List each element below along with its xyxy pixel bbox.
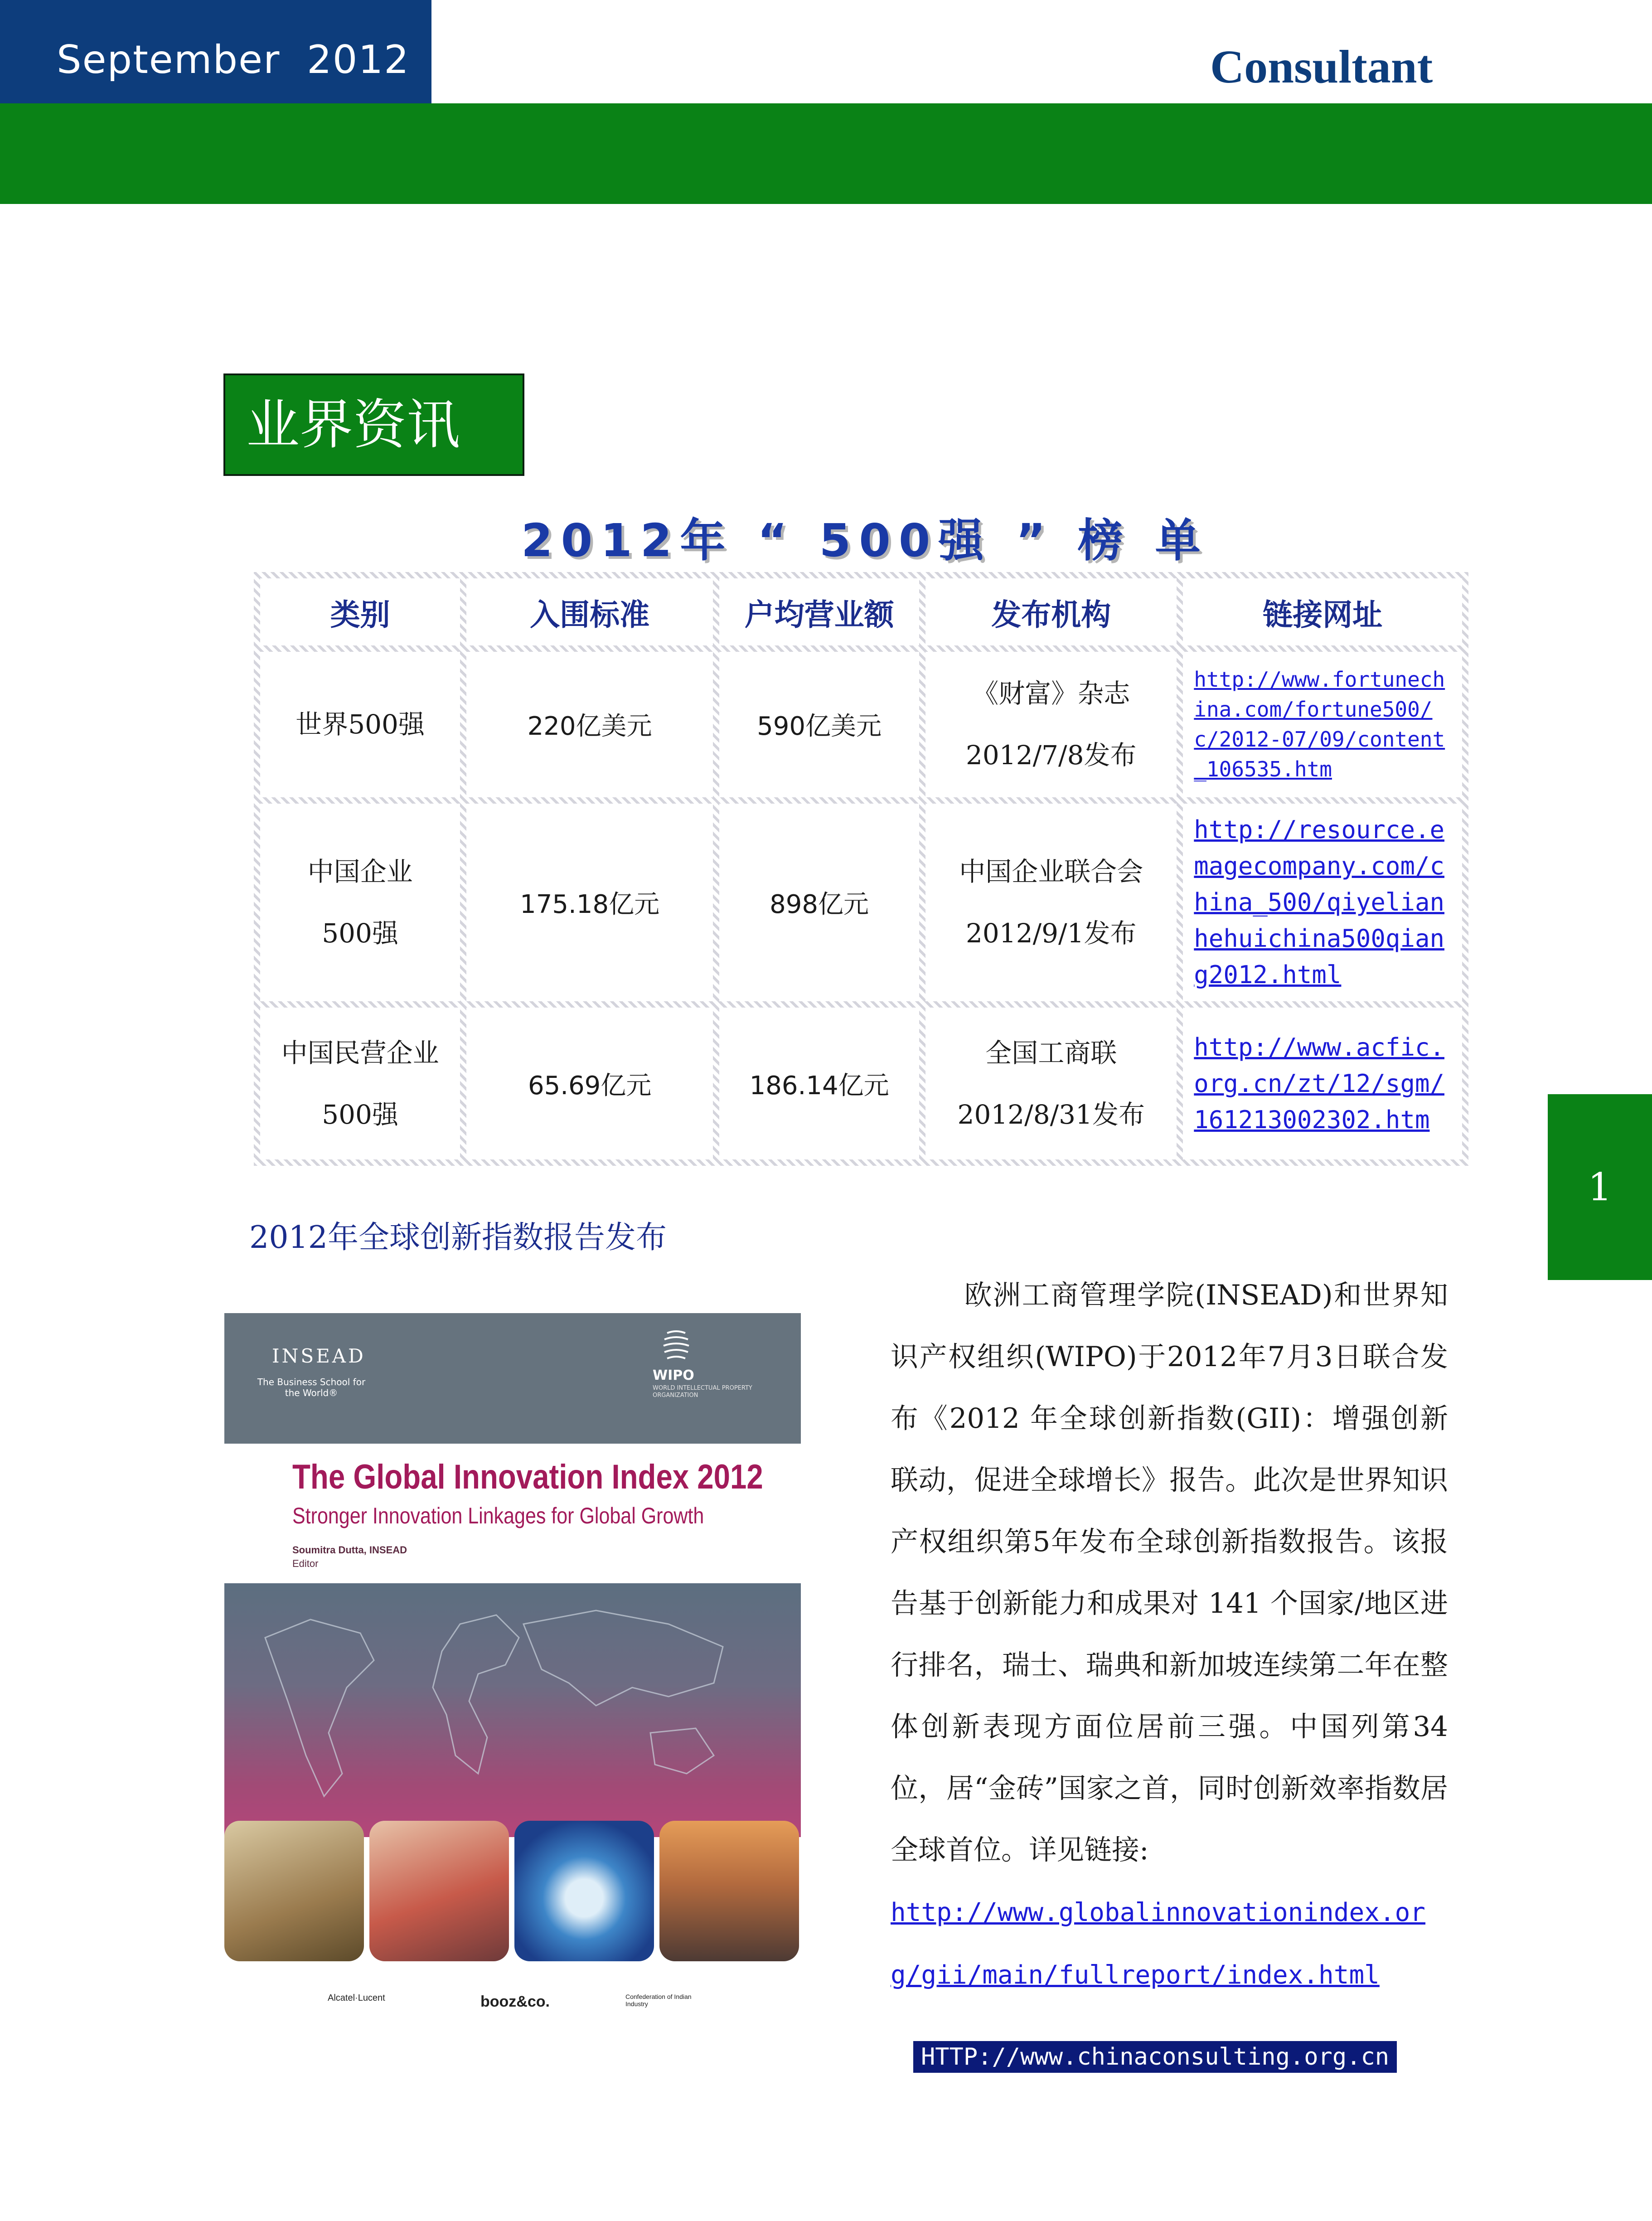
table-title: 2012年 “ 500强 ” 榜 单: [521, 514, 1209, 567]
row-link[interactable]: http://www.fortunechina.com/fortune500/c/2012-07/09/content_106535.htm: [1194, 667, 1445, 782]
sponsor-logo-booz: booz&co.: [480, 1993, 550, 2010]
category-line-1: 中国民营企业: [281, 1037, 439, 1068]
cover-photo-city: [659, 1821, 799, 1961]
cell-category: [260, 804, 460, 1001]
cover-photo-village: [224, 1821, 364, 1961]
cover-editor-role: Editor: [292, 1558, 319, 1569]
cell-publisher: [925, 652, 1177, 797]
section-label: 业界资讯: [223, 373, 524, 476]
cell-threshold: 65.69亿元: [466, 1008, 713, 1159]
wipo-logo: WIPO: [653, 1368, 694, 1383]
cell-link: [1183, 804, 1462, 1001]
world-map-image: [224, 1583, 801, 1837]
cover-subtitle: Stronger Innovation Linkages for Global Growth: [292, 1503, 704, 1528]
header-brand: Consultant: [1210, 41, 1433, 93]
publisher-name: 中国企业联合会: [959, 856, 1143, 887]
category-line-2: 500强: [322, 1099, 398, 1130]
table-row: [260, 652, 1462, 797]
sponsor-logo-alcatel: Alcatel·Lucent: [328, 1993, 385, 2003]
insead-tagline: The Business School for the World®: [257, 1377, 366, 1398]
insead-logo: INSEAD: [272, 1345, 366, 1367]
header-date: September 2012: [57, 37, 410, 82]
world-map-outline: [224, 1583, 801, 1837]
sponsor-logo-cii: Confederation of Indian Industry: [625, 1993, 692, 2008]
cover-photo-globe-hands: [514, 1821, 654, 1961]
wipo-globe-icon: [662, 1329, 691, 1365]
category-line-1: 中国企业: [307, 856, 413, 887]
cover-photo-children: [369, 1821, 509, 1961]
cell-threshold: 220亿美元: [466, 652, 713, 797]
cell-avg-revenue: 590亿美元: [719, 652, 919, 797]
header-avg-revenue: 户均营业额: [719, 578, 919, 645]
publish-date: 2012/8/31发布: [957, 1099, 1145, 1130]
publish-date: 2012/7/8发布: [966, 740, 1137, 771]
cell-publisher: [925, 1008, 1177, 1159]
article-body: [891, 1265, 1448, 2006]
header-link: 链接网址: [1183, 578, 1462, 645]
table-header-row: [260, 578, 1462, 645]
footer-url[interactable]: HTTP://www.chinaconsulting.org.cn: [913, 2041, 1397, 2073]
ranking-table: [254, 572, 1468, 1166]
wipo-org-name: WORLD INTELLECTUAL PROPERTY ORGANIZATION: [653, 1385, 752, 1399]
cell-publisher: [925, 804, 1177, 1001]
header-publisher: 发布机构: [925, 578, 1177, 645]
header-category: 类别: [260, 578, 460, 645]
row-link[interactable]: http://www.acfic.org.cn/zt/12/sgm/161213002302.htm: [1194, 1033, 1444, 1134]
cell-threshold: 175.18亿元: [466, 804, 713, 1001]
article-title: 2012年全球创新指数报告发布: [249, 1220, 667, 1256]
article-body-text: 欧洲工商管理学院(INSEAD)和世界知识产权组织(WIPO)于2012年7月3日联合发布《2012 年全球创新指数(GII)：增强创新联动，促进全球增长》报告。此次是世界知识产权组织第5年发布全球创新指数报告。该报告基于创新能力和成果对 141 个国家/地区进行排名，瑞士、瑞典和新加坡连续第二年在整体创新表现方面位居前三强。中国列第34位，居“金砖”国家之首，同时创新效率指数居全球首位。详见链接:: [891, 1279, 1448, 1866]
report-cover-image: [224, 1313, 801, 2029]
cell-link: [1183, 652, 1462, 797]
cell-category: 世界500强: [260, 652, 460, 797]
cover-title: The Global Innovation Index 2012: [292, 1458, 763, 1496]
category-line-2: 500强: [322, 917, 398, 949]
publisher-name: 全国工商联: [985, 1037, 1117, 1068]
table-row: [260, 804, 1462, 1001]
cell-category: [260, 1008, 460, 1159]
table-row: [260, 1008, 1462, 1159]
publish-date: 2012/9/1发布: [966, 917, 1137, 949]
header-threshold: 入围标准: [466, 578, 713, 645]
cell-avg-revenue: 186.14亿元: [719, 1008, 919, 1159]
cover-editor: Soumitra Dutta, INSEAD: [292, 1544, 407, 1556]
article-link[interactable]: http://www.globalinnovationindex.org/gii/main/fullreport/index.html: [891, 1898, 1426, 1990]
publisher-name: 《财富》杂志: [972, 678, 1130, 709]
cell-link: [1183, 1008, 1462, 1159]
page-number-tab: 1: [1548, 1094, 1652, 1280]
cell-avg-revenue: 898亿元: [719, 804, 919, 1001]
row-link[interactable]: http://resource.emagecompany.com/china_500/qiyelianhehuichina500qiang2012.html: [1194, 815, 1444, 989]
header-green-band: [0, 103, 1652, 204]
